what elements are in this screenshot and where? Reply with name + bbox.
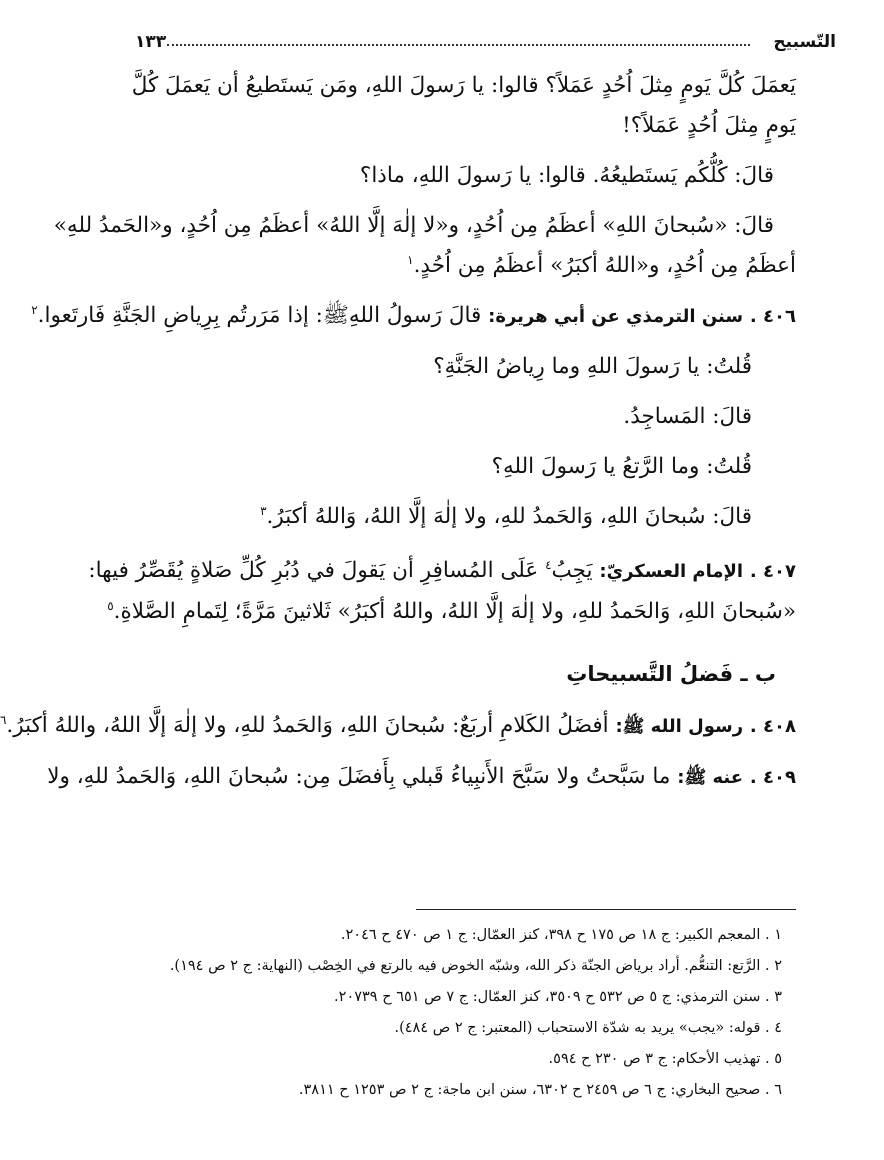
footnote-mark: ٦: [0, 712, 7, 727]
footnote-mark: ٤: [545, 557, 552, 572]
hadith-text: يَجِبُ: [551, 558, 593, 583]
chapter-title: التّسبيح: [773, 32, 836, 52]
footnote-mark: ١: [407, 252, 414, 267]
text-segment: قالَ: سُبحانَ اللهِ، وَالحَمدُ للهِ، ولا إلٰهَ إلَّا اللهُ، وَاللهُ أكبَرُ.: [266, 504, 752, 529]
footnote: ١ . المعجم الكبير: ج ١٨ ص ١٧٥ ح ٣٩٨، كنز العمّال: ج ١ ص ٤٧٠ ح ٢٠٤٦.: [340, 927, 782, 943]
hadith-text: أفضَلُ الكَلامِ أربَعٌ: سُبحانَ اللهِ، وَالحَمدُ للهِ، ولا إلٰهَ إلَّا اللهُ، واللهُ أكبَرُ.: [6, 713, 609, 738]
hadith-source: سنن الترمذي عن أبي هريرة:: [488, 306, 744, 327]
dialogue-line: قُلتُ: وما الرَّتعُ يا رَسولَ اللهِ؟: [491, 454, 752, 479]
section-heading: ب ـ فَضلُ التَّسبيحاتِ: [566, 662, 776, 686]
running-header: [135, 30, 836, 56]
dialogue-line: قالَ: المَساجِدُ.: [623, 404, 752, 429]
text-line: قالَ: كُلُّكُم يَستَطيعُهُ. قالوا: يا رَسولَ اللهِ، ماذا؟: [359, 163, 774, 188]
hadith-number: ٤٠٨ .: [749, 716, 796, 737]
header-dot-leader: [167, 30, 750, 46]
hadith-number: ٤٠٦ .: [749, 306, 796, 327]
page-number: ١٣٣: [135, 32, 167, 52]
hadith-text: ما سَبَّحتُ ولا سَبَّحَ الأَنبِياءُ قَبلي بِأَفضَلَ مِن: سُبحانَ اللهِ، وَالحَمدُ للهِ، ولا: [47, 764, 671, 789]
footnotes: [131, 920, 796, 1106]
hadith-407: [88, 551, 796, 592]
footnote: ٤ . قوله: «يجب» يريد به شدّة الاستحباب (المعتبر: ج ٢ ص ٤٨٤).: [394, 1020, 782, 1036]
footnote: ٦ . صحيح البخاري: ج ٦ ص ٢٤٥٩ ح ٦٣٠٢، سنن ابن ماجة: ج ٢ ص ١٢٥٣ ح ٣٨١١.: [298, 1082, 782, 1098]
dialogue-line: [127, 497, 796, 537]
dialogue-line: قُلتُ: يا رَسولَ اللهِ وما رِياضُ الجَنَّةِ؟: [433, 354, 752, 379]
footnote-separator: [416, 909, 796, 910]
footnote: ٥ . تهذيب الأحكام: ج ٣ ص ٢٣٠ ح ٥٩٤.: [548, 1051, 782, 1067]
hadith-source: عنه ﷺ:: [677, 767, 744, 788]
footnote-mark: ٢: [31, 302, 38, 317]
footnote: ٢ . الرَّتع: التنعُّم. أراد برياض الجنّة ذكر الله، وشبّه الخوض فيه بالرتع في الخِصْب (النهاية: ج ٢ ص ١٩٤).: [169, 958, 782, 974]
hadith-number: ٤٠٩ .: [749, 767, 796, 788]
text-line: يَعمَلَ كُلَّ يَومٍ مِثلَ اُحُدٍ عَمَلاً؟ قالوا: يا رَسولَ اللهِ، ومَن يَستَطيعُ أن يَعمَلَ كُلَّ: [131, 73, 796, 98]
hadith-source: الإمام العسكريّ:: [599, 561, 744, 582]
footnote-mark: ٣: [260, 503, 267, 518]
text-line: قالَ: «سُبحانَ اللهِ» أعظَمُ مِن اُحُدٍ، و«لا إلٰهَ إلَّا اللهُ» أعظَمُ مِن اُحُدٍ، و«الحَمدُ للهِ»: [53, 213, 774, 238]
footnote-mark: ٥: [107, 598, 114, 613]
text-line: [127, 246, 796, 286]
hadith-406: [31, 296, 796, 337]
hadith-text: عَلَى المُسافِرِ أن يَقولَ في دُبُرِ كُلِّ صَلاةٍ يُقَصِّرُ فيها:: [88, 558, 539, 583]
hadith-text: قالَ رَسولُ اللهِﷺ: إذا مَرَرتُم بِرِياضِ الجَنَّةِ فَارتَعوا.: [37, 303, 482, 328]
hadith-source: رسول الله ﷺ:: [615, 716, 744, 737]
text-line: يَومٍ مِثلَ اُحُدٍ عَمَلاً؟!: [622, 113, 796, 138]
text-segment: أعظَمُ مِن اُحُدٍ، و«اللهُ أكبَرُ» أعظَمُ مِن اُحُدٍ.: [413, 253, 796, 278]
hadith-408: [0, 706, 796, 747]
hadith-number: ٤٠٧ .: [749, 561, 796, 582]
hadith-409: [47, 757, 796, 798]
text-line: [107, 592, 796, 632]
footnote: ٣ . سنن الترمذي: ج ٥ ص ٥٣٢ ح ٣٥٠٩، كنز العمّال: ج ٧ ص ٦٥١ ح ٢٠٧٣٩.: [334, 989, 782, 1005]
main-text: [0, 66, 796, 798]
text-segment: «سُبحانَ اللهِ، وَالحَمدُ للهِ، ولا إلٰهَ إلَّا اللهُ، واللهُ أكبَرُ» ثَلاثينَ مَرَّةً؛ لِتَمامِ الصَّلاةِ.: [113, 599, 796, 624]
